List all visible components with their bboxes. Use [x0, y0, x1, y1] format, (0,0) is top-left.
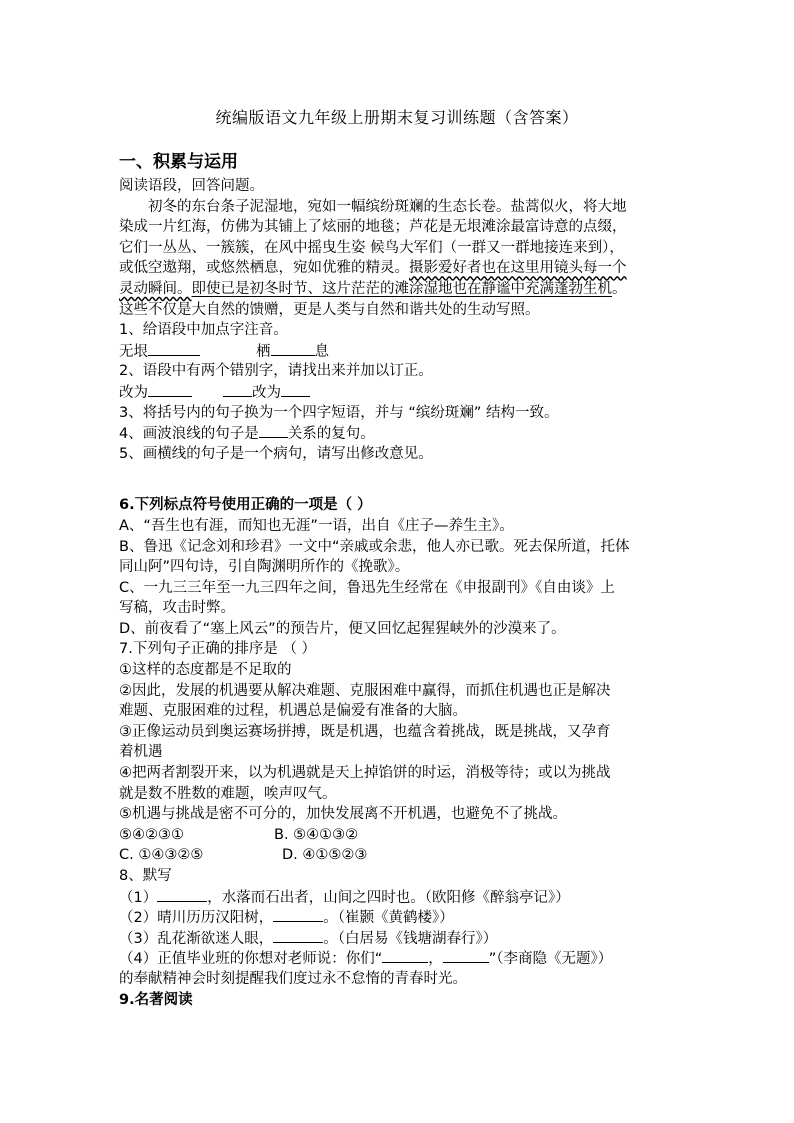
question-7-sentence-3-cont: 着机遇 — [119, 744, 163, 761]
question-6-option-d: D、前夜看了“塞上风云”的预告片，便又回忆起猩猩峡外的沙漠来了。 — [119, 620, 566, 637]
question-7-stem: 7.下列句子正确的排序是 （ ） — [119, 641, 317, 658]
question-text: （2）晴川历历汉阳树， — [119, 910, 274, 927]
question-text: 关系的复句。 — [287, 426, 375, 443]
passage-line — [119, 279, 684, 300]
answer-blank[interactable] — [443, 948, 489, 963]
question-8-item-4-cont: 的奉献精神会时刻提醒我们度过永不怠惰的青春时光。 — [119, 970, 467, 987]
question-7-sentence-2-cont: 难题、克服困难的过程，机遇总是偏爱有准备的大脑。 — [119, 703, 467, 720]
question-7-sentence-1: ①这样的态度都是不足取的 — [119, 662, 292, 679]
question-2-answer-line — [119, 382, 684, 403]
answer-blank[interactable] — [259, 423, 288, 438]
document-title: 统编版语文九年级上册期末复习训练题（含答案） — [215, 108, 579, 127]
answer-blank[interactable] — [382, 948, 428, 963]
wavy-underlined-sentence: 灵动瞬间。 — [119, 280, 192, 297]
answer-blank[interactable] — [148, 341, 200, 356]
question-6-option-b: B、鲁迅《记念刘和珍君》一文中“亲戚或余悲，他人亦已歌。死去保所道，托体 — [119, 538, 630, 555]
question-8-item-3 — [119, 928, 684, 949]
question-text: （3）乱花渐欲迷人眼， — [119, 930, 274, 947]
question-6-option-c-cont: 写稿，攻击时弊。 — [119, 600, 235, 617]
section-heading: 一、积累与运用 — [119, 152, 238, 172]
question-text: （4）正值毕业班的你想对老师说：你们“ — [119, 951, 383, 968]
question-8-item-2 — [119, 907, 684, 928]
underlined-sentence: 即使已是初冬时节、这片茫茫的滩涂湿地也在静谧中充满蓬勃生机 — [191, 280, 612, 297]
question-7-sentence-5: ⑤机遇与挑战是密不可分的，加快发展离不开机遇，也避免不了挑战。 — [119, 806, 567, 823]
passage-line: 初冬的东台条子泥湿地，宛如一幅缤纷斑斓的生态长卷。盐蒿似火，将大地 — [148, 198, 627, 215]
passage-text: 。 — [612, 280, 627, 297]
question-text: ”（李商隐《无题》） — [488, 951, 613, 968]
question-7-option-a: ⑤④②③① — [119, 826, 184, 843]
answer-blank[interactable] — [271, 341, 315, 356]
question-7-option-c: C. ①④③②⑤ — [119, 847, 204, 864]
question-text: ， — [428, 951, 443, 968]
question-2: 2、语段中有两个错别字，请找出来并加以订正。 — [119, 363, 433, 380]
question-5: 5、画横线的句子是一个病句，请写出修改意见。 — [119, 445, 433, 462]
question-7-sentence-2: ②因此，发展的机遇要从解决难题、克服困难中赢得，而抓住机遇也正是解决 — [119, 682, 611, 699]
answer-blank[interactable] — [281, 382, 310, 397]
question-7-options-row-1 — [119, 825, 684, 846]
answer-prefix: 无垠 — [119, 343, 148, 360]
answer-blank[interactable] — [273, 928, 323, 943]
question-text: 。（白居易《钱塘湖春行》） — [323, 930, 498, 947]
question-1: 1、给语段中加点字注音。 — [119, 322, 288, 339]
question-3: 3、将括号内的句子换为一个四字短语，并与 “缤纷斑斓” 结构一致。 — [119, 404, 559, 421]
question-text: ，水落而石出者，山间之四时也。（欧阳修《醉翁亭记》） — [207, 889, 570, 906]
question-6-option-b-cont: 同山阿”四句诗，引自陶渊明所作的《挽歌》。 — [119, 559, 410, 576]
question-text: （1） — [119, 889, 158, 906]
answer-blank[interactable] — [148, 382, 192, 397]
passage-line: 它们一丛丛、一簇簇，在风中摇曳生姿 候鸟大军们（一群又一群地接连来到）， — [119, 239, 624, 256]
question-7-option-d: D. ④①⑤②③ — [282, 847, 368, 864]
answer-prefix: 改为 — [119, 384, 148, 401]
question-7-sentence-4-cont: 就是数不胜数的难题，唉声叹气。 — [119, 785, 337, 802]
passage-line: 染成一片红海，仿佛为其铺上了炫丽的地毯；芦花是无垠滩涂最富诗意的点缀， — [119, 219, 627, 236]
question-7-sentence-3: ③正像运动员到奥运赛场拼搏，既是机遇，也蕴含着挑战，既是挑战，又孕育 — [119, 723, 611, 740]
question-text: 4、画波浪线的句子是 — [119, 426, 259, 443]
question-4 — [119, 423, 684, 444]
question-7-options-row-2 — [119, 845, 684, 866]
wavy-underlined-sentence: 摄影爱好者也在这里用镜头每一个 — [409, 260, 627, 277]
answer-blank[interactable] — [273, 907, 323, 922]
question-8-item-4 — [119, 948, 684, 969]
passage-text: 或低空遨翔，或悠然栖息，宛如优雅的精灵。 — [119, 260, 409, 277]
answer-prefix: 栖 — [256, 343, 271, 360]
question-text: 。（崔颢《黄鹤楼》） — [323, 910, 454, 927]
intro-line: 阅读语段，回答问题。 — [119, 178, 264, 194]
question-6-stem: 6.下列标点符号使用正确的一项是（ ） — [119, 497, 372, 514]
answer-suffix: 改为 — [252, 384, 281, 401]
question-8-stem: 8、默写 — [119, 868, 172, 884]
answer-blank[interactable] — [157, 887, 207, 902]
question-9-stem: 9.名著阅读 — [119, 991, 193, 1008]
question-6-option-c: C、一九三三年至一九三四年之间，鲁迅先生经常在《申报副刊》《自由谈》上 — [119, 579, 615, 596]
passage-line: 这些不仅是大自然的馈赠，更是人类与自然和谐共处的生动写照。 — [119, 301, 540, 318]
document-body — [119, 176, 684, 1010]
question-8-item-1 — [119, 887, 684, 908]
answer-suffix: 息 — [314, 343, 329, 360]
answer-blank[interactable] — [223, 382, 252, 397]
passage-line — [119, 258, 684, 279]
question-7-option-b: B. ⑤④①③② — [274, 826, 359, 843]
question-7-sentence-4: ④把两者割裂开来，以为机遇就是天上掉馅饼的时运，消极等待；或以为挑战 — [119, 765, 611, 782]
question-1-answer-line — [119, 341, 684, 362]
question-6-option-a: A、“吾生也有涯，而知也无涯”一语，出自《庄子—养生主》。 — [119, 517, 514, 534]
